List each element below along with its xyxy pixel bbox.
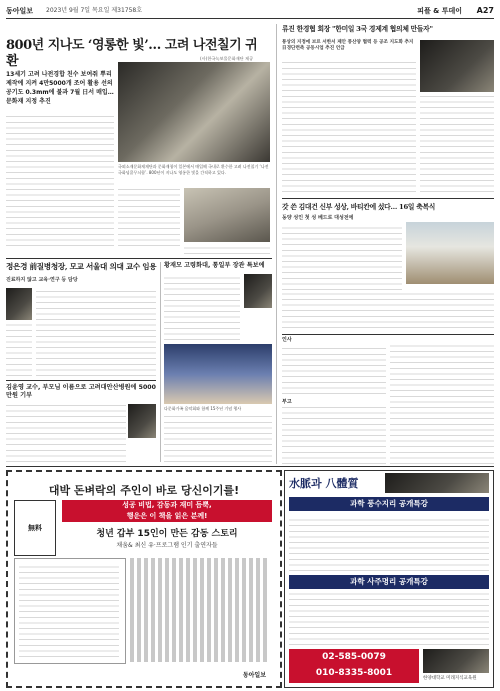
ad-left-headline: 대박 돈벼락의 주인이 바로 당신이기를! <box>48 484 240 497</box>
ad-right-heading-1: 과학 풍수지리 공개특강 <box>289 497 489 511</box>
story-c-headline: 김윤영 교수, 부모님 이름으로 고려대안산병원에 5000만원 기부 <box>6 384 156 399</box>
ad-right-schedule-2 <box>289 593 489 645</box>
main-lede: 13세기 고려 나전경합 친수 보여줘 뿌리 제작에 지켜 4만5000개 조어 활용 선의 공기도 0.3mm에 불과 7월 日서 매입… 문화재 지정 추진 <box>6 71 114 105</box>
secondary-photo <box>184 188 270 242</box>
ad-left-book-sub: 채움& 최신 유·프로그램 인기 출연자들 <box>116 542 218 549</box>
story-b-body <box>36 288 156 376</box>
story-d-headline: 황재모 고령화대, 통일부 장관 특보에 <box>164 262 265 269</box>
ad-left-pattern <box>130 558 270 662</box>
story-d-body <box>164 274 240 340</box>
ad-left-badge: 無料 <box>14 500 56 556</box>
ad-left-toc-box <box>14 558 126 664</box>
ad-left-line1: 성공 비법, 감동과 재미 듬뿍, <box>122 501 212 509</box>
column-divider <box>160 262 161 462</box>
issue-date: 2023년 9월 7일 목요일 제31758호 <box>46 7 143 14</box>
masthead <box>6 4 494 19</box>
right-mid-sub: 동양 성인 첫 성 베드로 대성전에 <box>282 215 354 221</box>
right-top-photo <box>420 40 494 92</box>
page-number: A27 <box>476 6 494 15</box>
obituaries-title: 부고 <box>282 399 292 405</box>
story-b-body-2 <box>6 324 32 376</box>
ad-right-phones <box>289 649 419 683</box>
obituaries-list <box>282 406 386 464</box>
right-mid-body-2 <box>282 292 494 328</box>
photo-credit: (사)한국녹보물문화재단 제공 <box>200 56 254 61</box>
story-b-sub: 진료하지 않고 교육·연구 등 담당 <box>6 277 78 283</box>
appointments-list <box>282 344 386 394</box>
ad-right-heading-2: 과학 사주명리 공개특강 <box>289 575 489 589</box>
statue-photo <box>406 222 494 284</box>
story-e-caption: 다문화가족 음악회와 함께 15주년 기념 행사 <box>164 406 242 411</box>
right-top-sub: 통상의 지정에 브르 서한서 제안 풍산양 협력 등 공조 지도화 추지 日경단련측 공동시업 추진 언급 <box>282 40 414 51</box>
right-mid-body <box>282 226 402 290</box>
ad-left-footer: 동아일보 <box>242 672 266 679</box>
main-body-text <box>6 112 114 246</box>
main-photo-lacquerware <box>118 62 270 162</box>
ad-left-toc <box>19 563 119 657</box>
ad-right-schedule-1 <box>289 515 489 571</box>
book-advertisement <box>6 470 282 688</box>
phone-2: 010-8335-8001 <box>315 668 393 678</box>
ad-left-book-title: 청년 갑부 15인이 만든 감동 스토리 <box>96 529 238 539</box>
section-title: 피플 & 투데이 <box>417 7 462 15</box>
main-photo-caption: 국외소재문화재재단과 문화재청이 일본에서 매입해 국내로 환수한 고려 나전칠기 ‘나전국화넝쿨무늬합’. 800년이 지나도 영롱한 빛을 간직하고 있다. <box>118 164 269 175</box>
appointments-title: 인사 <box>282 337 292 343</box>
story-e-body <box>164 416 272 462</box>
ad-left-line2: 행운은 이 책을 읽은 분께! <box>126 512 208 520</box>
ad-right-photo <box>385 473 489 493</box>
story-c-body <box>6 404 126 462</box>
divider <box>282 198 494 199</box>
right-top-body-2 <box>420 96 494 192</box>
ad-right-org: 한양대학교 미래지식교육원 <box>423 676 477 681</box>
main-headline: 800년 지나도 ‘영롱한 빛’… 고려 나전칠기 귀환 <box>6 38 258 69</box>
story-c-portrait <box>128 404 156 438</box>
story-d-portrait <box>244 274 272 308</box>
divider <box>6 466 494 467</box>
phone-1: 02-585-0079 <box>322 652 386 662</box>
newspaper-logo: 동아일보 <box>6 7 34 15</box>
ad-right-portrait <box>423 649 489 673</box>
story-e-photo-group <box>164 344 272 404</box>
main-body-text-3 <box>184 244 270 254</box>
divider <box>282 334 494 335</box>
ad-right-logo: 水脈과 八體質 <box>289 477 359 490</box>
right-mid-headline: 갓 쓴 김대건 신부 성상, 바티칸에 섰다… 16일 축복식 <box>282 203 436 211</box>
lecture-advertisement <box>284 470 494 688</box>
story-b-portrait <box>6 288 32 320</box>
divider <box>6 258 272 259</box>
right-top-headline: 류진 한경협 회장 "한미일 3국 경제계 협의체 만들자" <box>282 25 433 33</box>
notices-list <box>390 344 494 464</box>
right-top-body <box>282 60 416 192</box>
main-body-text-2 <box>118 188 180 246</box>
column-divider <box>276 24 277 464</box>
ad-left-banner <box>62 500 272 522</box>
story-b-headline: 정은경 前질병청장, 모교 서울대 의대 교수 임용 <box>6 262 157 271</box>
divider <box>6 380 156 381</box>
